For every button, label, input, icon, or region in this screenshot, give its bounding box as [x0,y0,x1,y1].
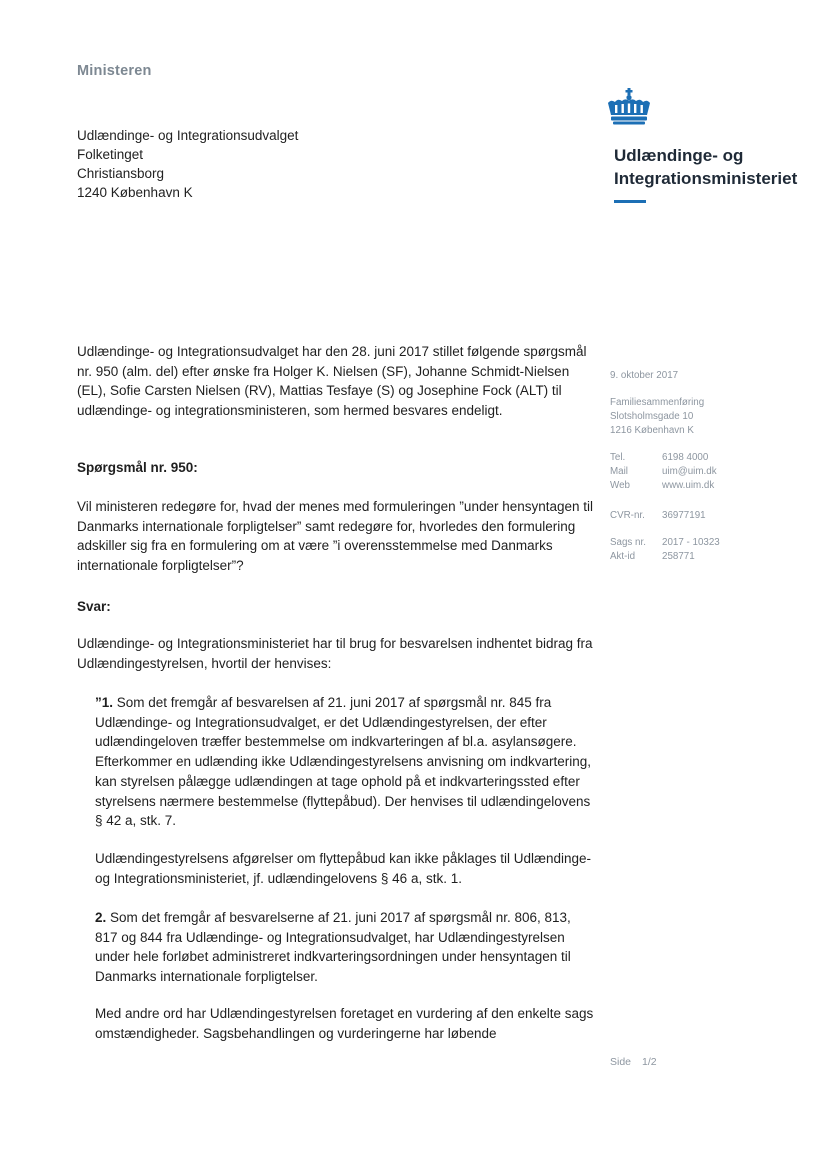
recipient-line: Udlændinge- og Integrationsudvalget [77,128,299,143]
contact-key: Mail [610,466,628,477]
case-value: 2017 - 10323 [662,537,720,548]
contact-value[interactable]: uim@uim.dk [662,466,717,477]
recipient-line: 1240 København K [77,185,193,200]
address-line: Slotsholmsgade 10 [610,411,694,422]
contact-value[interactable]: www.uim.dk [662,480,715,491]
page-value: 1/2 [642,1056,657,1068]
intro-paragraph: Udlændinge- og Integrationsudvalget har den 28. juni 2017 stillet følgende spørgsmål nr. 950 (alm. del) efter ønske fra Holger K. Nielsen (SF), Johanne Schmidt-Nielsen (EL), Sofie Carsten Nielsen (RV), Mattias Tesfaye (S) og Josephine Fock (ALT) til udlændinge- og integrationsministeren, som hermed besvares endeligt. [77,344,587,419]
cvr-block [610,509,706,523]
case-value: 258771 [662,551,695,562]
contact-key: Web [610,480,630,491]
sender-label: Ministeren [77,63,152,79]
contact-row [610,479,717,493]
recipient-line: Christiansborg [77,166,165,181]
case-key: Akt-id [610,551,636,562]
contact-row [610,465,717,479]
page-key: Side [610,1056,632,1068]
contact-value: 6198 4000 [662,452,709,463]
answer-intro-paragraph: Udlændinge- og Integrationsministeriet har til brug for besvarelsen indhentet bidrag fra Udlændingestyrelsen, hvortil der henvises: [77,636,593,671]
contact-key: Tel. [610,452,626,463]
recipient-address [77,126,298,202]
quote-text: Som det fremgår af besvarelserne af 21. juni 2017 af spørgsmål nr. 806, 813, 817 og 844 fra Udlændinge- og Integrationsudvalget, har Udlændingestyrelsen under hele forløbet administreret indkvarteringsordningen under hensyntagen til Danmarks internationale forpligtelser. [95,910,571,985]
quote-paragraph-2b: Med andre ord har Udlændingestyrelsen foretaget en vurdering af den enkelte sags omstændigheder. Sagsbehandlingen og vurderingerne har løbende [95,1006,594,1041]
department: Familiesammenføring [610,397,705,408]
cvr-value: 36977191 [662,510,706,521]
ministry-name-line: Integrationsministeriet [614,169,798,188]
ministry-name-line: Udlændinge- og [614,146,744,165]
quote-paragraph-1b: Udlændingestyrelsens afgørelser om flyttepåbud kan ikke påklages til Udlændinge- og Integrationsministeriet, jf. udlændingelovens § 46 a, stk. 1. [95,851,592,886]
case-key: Sags nr. [610,537,646,548]
case-row [610,550,720,564]
case-row [610,536,720,550]
page-number [610,1056,657,1068]
answer-heading: Svar: [77,599,111,614]
case-block [610,536,720,564]
item-number: 2. [95,910,107,925]
crown-icon [605,88,653,128]
contact-block [610,451,717,493]
quote-open-mark: ” [95,695,102,710]
quote-paragraph-2 [95,908,595,987]
question-heading: Spørgsmål nr. 950: [77,460,198,475]
accent-divider [614,200,646,203]
recipient-line: Folketinget [77,147,144,162]
quote-paragraph-1 [95,693,595,831]
question-paragraph: Vil ministeren redegøre for, hvad der menes med formuleringen ”under hensyntagen til Danmarks internationale forpligtelser” samt redegøre for, hvorledes den formulering adskiller sig fra en formulering om at være ”i overensstemmelse med Danmarks internationale forpligtelser”? [77,499,594,574]
letter-date: 9. oktober 2017 [610,370,679,381]
cvr-row [610,509,706,523]
quote-text: Som det fremgår af besvarelsen af 21. juni 2017 af spørgsmål nr. 845 fra Udlændinge- og Integrationsudvalget, er det Udlændingestyrelsen, der efter udlændingeloven træffer bestemmelse om indkvarteringen af bl.a. asylansøgere. Efterkommer en udlænding ikke Udlændingestyrelsens anvisning om indkvartering, kan styrelsen pålægge udlændingen at tage ophold på et indkvarteringssted efter styrelsens nærmere bestemmelse (flyttepåbud). Der henvises til udlændingelovens § 42 a, stk. 7. [95,695,591,829]
contact-row [610,451,717,465]
ministry-name [614,144,797,190]
item-number: 1. [101,695,114,710]
cvr-key: CVR-nr. [610,510,645,521]
sender-address [610,396,704,438]
address-line: 1216 København K [610,425,694,436]
